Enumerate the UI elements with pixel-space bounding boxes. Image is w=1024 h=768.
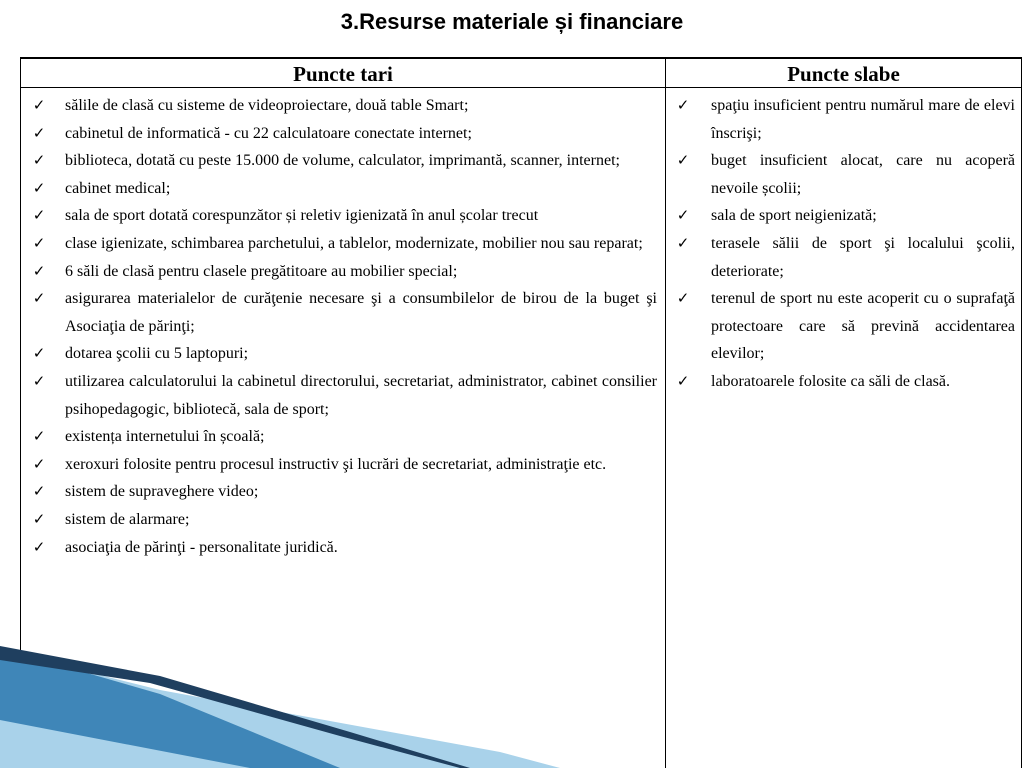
strength-item [21,506,661,534]
checkmark-icon: ✓ [32,96,46,114]
weakness-item [669,147,1019,202]
checkmark-icon: ✓ [32,289,46,308]
checkmark-icon: ✓ [32,371,46,390]
strength-item-text: cabinetul de informatică - cu 22 calculatoare conectate internet; [65,124,472,142]
strength-item [21,120,661,148]
strength-item [21,285,661,340]
checkmark-icon: ✓ [32,344,46,363]
column-divider [665,58,666,768]
swot-table [20,57,1022,768]
strength-item-text: asigurarea materialelor de curăţenie necesare şi a consumbilelor de birou de la buget şi Asociaţia de părinţi; [65,290,657,335]
header-weaknesses: Puncte slabe [787,62,900,86]
weakness-item-text: buget insuficient alocat, care nu acoperă nevoile școlii; [711,152,1015,197]
strength-item-text: utilizarea calculatorului la cabinetul directorului, secretariat, administrator, cabinet consilier psihopedagogic, bibliotecă, sala de sport; [65,372,657,418]
strength-item [21,340,661,368]
strength-item-text: biblioteca, dotată cu peste 15.000 de volume, calculator, imprimantă, scanner, internet; [65,152,620,170]
slide-title: 3.Resurse materiale și financiare [340,9,684,34]
strength-item [21,451,661,479]
weakness-item-text: terenul de sport nu este acoperit cu o suprafaţă protectoare care să prevină accidentarea elevilor; [711,290,1015,363]
checkmark-icon: ✓ [676,206,690,225]
weakness-item [669,92,1019,147]
strength-item [21,175,661,203]
checkmark-icon: ✓ [32,123,46,142]
strength-item-text: sistem de alarmare; [65,510,190,528]
checkmark-icon: ✓ [32,454,46,473]
weakness-item [669,202,1019,230]
checkmark-icon: ✓ [32,427,46,446]
strengths-list [21,92,661,561]
strength-item [21,258,661,286]
weakness-item [669,230,1019,285]
strength-item-text: asociaţia de părinţi - personalitate juridică. [65,538,338,556]
weakness-item-text: laboratoarele folosite ca săli de clasă. [711,372,950,390]
strength-item-text: 6 săli de clasă pentru clasele pregătitoare au mobilier special; [65,262,458,280]
checkmark-icon: ✓ [32,206,46,225]
checkmark-icon: ✓ [676,233,690,252]
checkmark-icon: ✓ [32,261,46,280]
checkmark-icon: ✓ [32,537,46,556]
strength-item-text: sălile de clasă cu sisteme de videoproiectare, două table Smart; [65,97,469,114]
strength-item [21,230,661,258]
strength-item [21,423,661,451]
strength-item [21,534,661,562]
weakness-item-text: spaţiu insuficient pentru numărul mare de elevi înscrişi; [711,97,1015,142]
weakness-item-text: terasele sălii de sport şi localului şcolii, deteriorate; [711,234,1015,280]
strength-item-text: sistem de supraveghere video; [65,483,259,501]
strength-item [21,478,661,506]
checkmark-icon: ✓ [32,509,46,528]
checkmark-icon: ✓ [676,289,690,308]
weakness-item [669,285,1019,368]
strength-item-text: sala de sport dotată corespunzător și reletiv igienizată în anul școlar trecut [65,207,539,225]
header-strengths: Puncte tari [293,62,393,86]
checkmark-icon: ✓ [32,482,46,501]
weakness-item [669,368,1019,396]
strength-item-text: cabinet medical; [65,179,171,197]
strength-item [21,368,661,423]
strength-item-text: clase igienizate, schimbarea parchetului, a tablelor, modernizate, mobilier nou sau reparat; [65,234,643,252]
weaknesses-list [669,92,1019,396]
strength-item [21,202,661,230]
table-header-row [21,58,1021,88]
strength-item [21,147,661,175]
strength-item-text: dotarea şcolii cu 5 laptopuri; [65,345,249,363]
strength-item-text: xeroxuri folosite pentru procesul instructiv şi lucrări de secretariat, administraţie etc. [65,455,607,473]
checkmark-icon: ✓ [32,178,46,197]
checkmark-icon: ✓ [676,151,690,170]
weakness-item-text: sala de sport neigienizată; [711,207,877,225]
checkmark-icon: ✓ [676,96,690,114]
strength-item-text: existența internetului în școală; [65,428,265,446]
checkmark-icon: ✓ [676,371,690,390]
checkmark-icon: ✓ [32,151,46,170]
strength-item [21,92,661,120]
checkmark-icon: ✓ [32,233,46,252]
